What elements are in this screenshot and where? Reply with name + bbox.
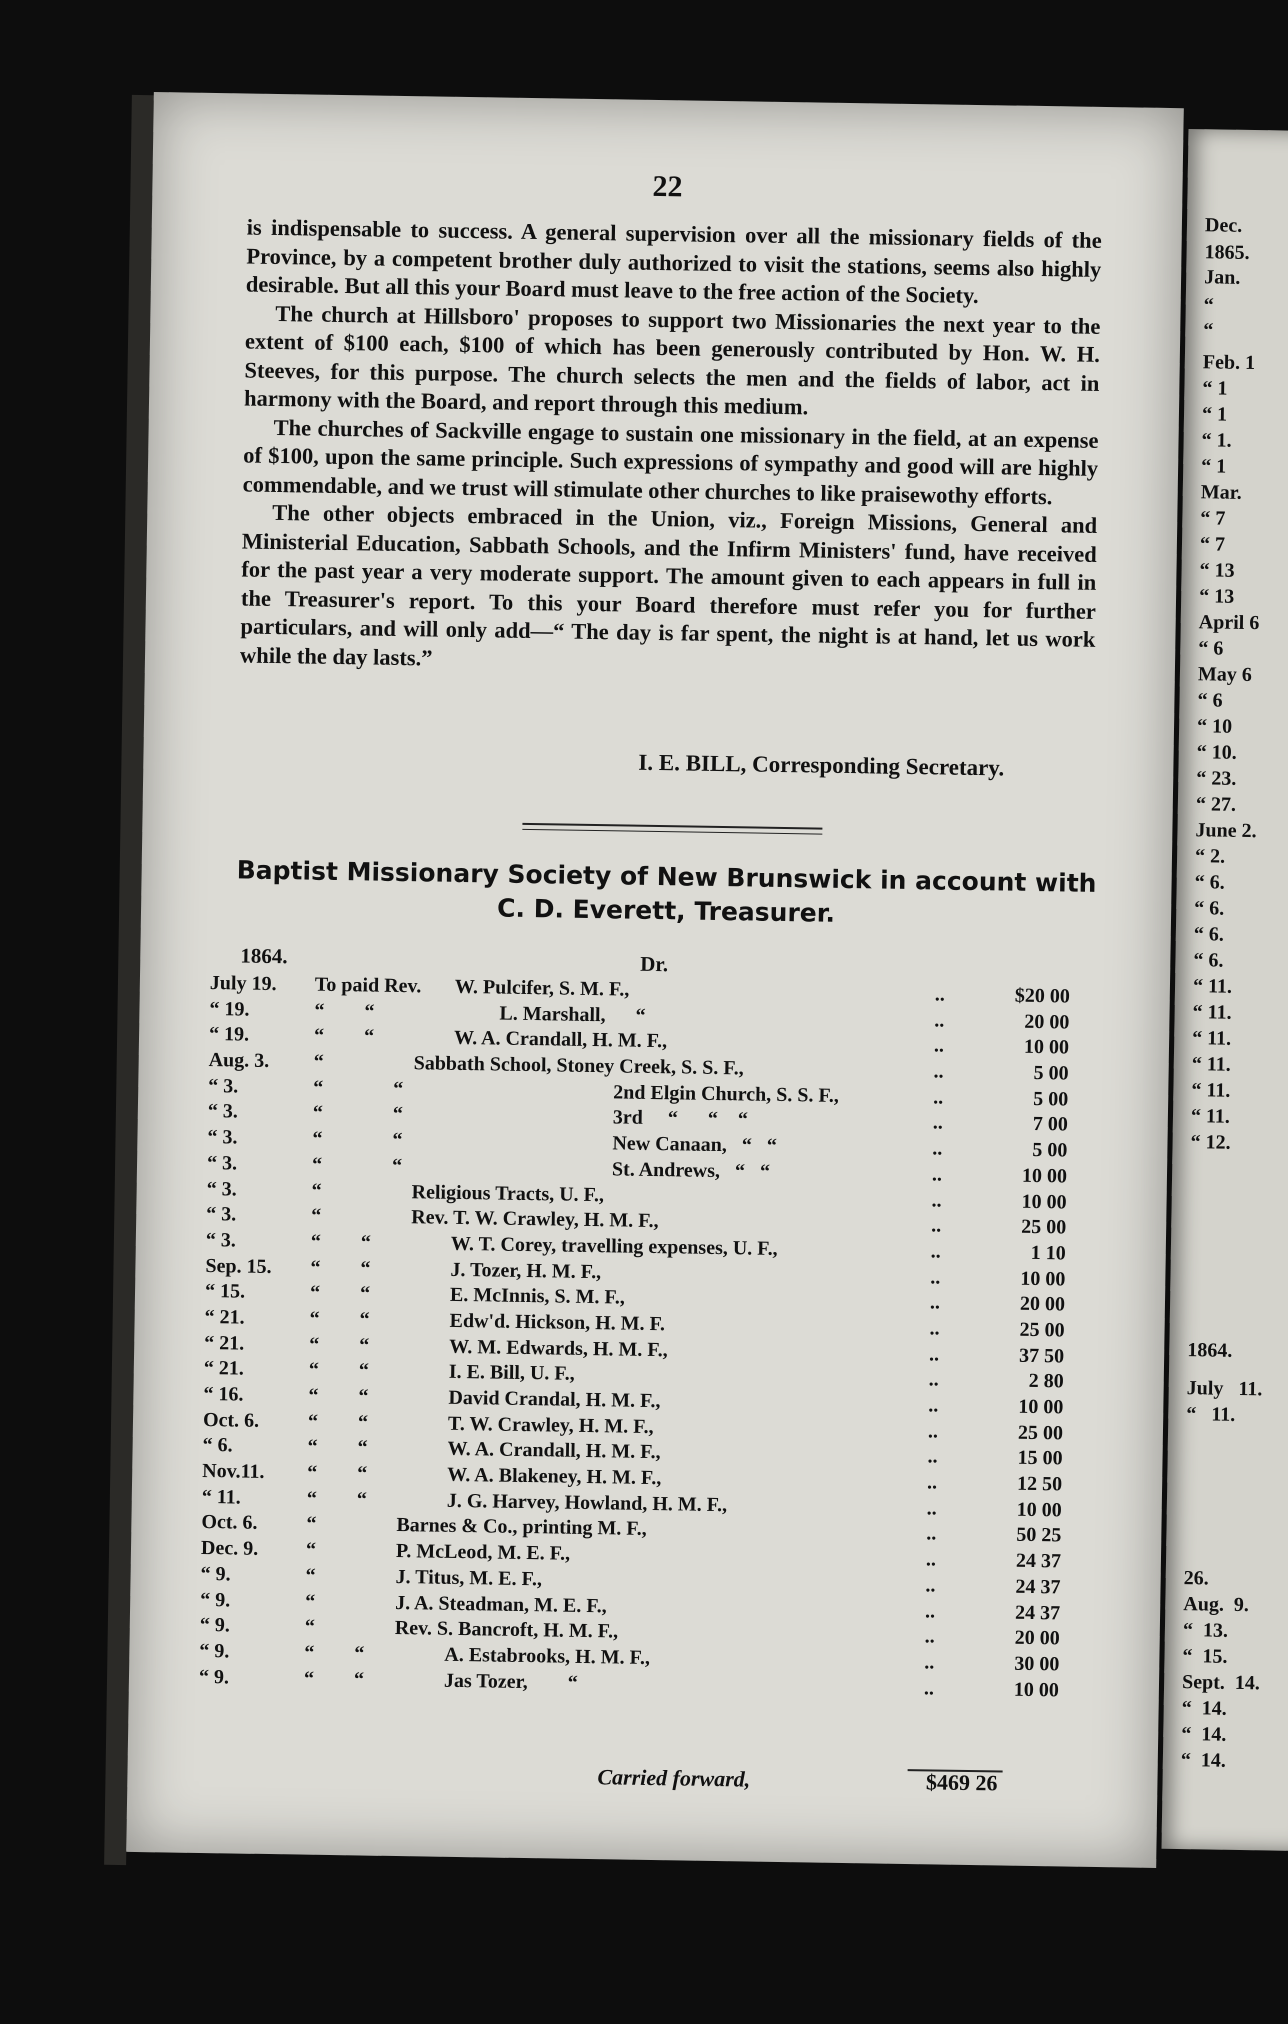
ledger-leader: .. bbox=[933, 1034, 945, 1057]
ledger-description: W. A. Crandall, H. M. F., bbox=[447, 1438, 661, 1464]
ledger-ditto: “ “ bbox=[311, 1153, 403, 1177]
ledger-date: “ 9. bbox=[200, 1562, 231, 1586]
ledger-date: “ 21. bbox=[204, 1331, 245, 1355]
ledger-leader: .. bbox=[933, 1060, 944, 1083]
ledger-ditto: “ bbox=[305, 1590, 316, 1613]
ledger-date: “ 3. bbox=[208, 1074, 239, 1098]
ledger-leader: .. bbox=[934, 983, 945, 1006]
ledger-leader: .. bbox=[930, 1265, 941, 1289]
ledger-date: “ 21. bbox=[204, 1305, 245, 1329]
ledger-leader: .. bbox=[932, 1137, 943, 1160]
ledger-description: New Canaan, “ “ bbox=[612, 1132, 778, 1158]
ledger-amount: 10 00 bbox=[1021, 1190, 1067, 1213]
adjacent-page-text: “ 6. bbox=[1193, 923, 1225, 946]
ledger-ditto: “ “ bbox=[310, 1230, 372, 1254]
ledger-amount: 15 00 bbox=[1017, 1447, 1063, 1470]
ledger-description: W. M. Edwards, H. M. F., bbox=[449, 1335, 668, 1361]
adjacent-page-text: “ 23. bbox=[1196, 767, 1237, 790]
ledger-ditto: “ bbox=[306, 1513, 317, 1536]
paragraph: is indispensable to success. A general supervision over all the missionary fields of the Province, by a competent brother duly authorized to visit the stations, seems also highly desirable. But all this your Board must leave to the free action of the Society. bbox=[245, 214, 1102, 308]
adjacent-page-text: “ 1 bbox=[1201, 455, 1227, 478]
ledger-date: “ 3. bbox=[206, 1177, 237, 1200]
ledger-leader: .. bbox=[931, 1188, 942, 1212]
ledger-date: “ 9. bbox=[200, 1588, 231, 1611]
ledger-date: “ 3. bbox=[206, 1203, 237, 1226]
ledger-date: Oct. 6. bbox=[201, 1511, 258, 1535]
ledger-date: “ 3. bbox=[206, 1151, 238, 1175]
ledger-leader: .. bbox=[929, 1291, 941, 1314]
ledger-description: W. T. Corey, travelling expenses, U. F., bbox=[450, 1232, 778, 1260]
ledger-amount: 10 00 bbox=[1018, 1395, 1064, 1419]
ledger-date: Nov.11. bbox=[202, 1460, 265, 1483]
adjacent-page-text: “ 6. bbox=[1194, 871, 1225, 894]
ledger-description: J. Tozer, H. M. F., bbox=[450, 1258, 602, 1283]
ledger-ditto: To paid Rev. bbox=[314, 973, 422, 998]
ledger-ditto: “ “ bbox=[306, 1487, 367, 1511]
ledger-amount: 25 00 bbox=[1017, 1421, 1064, 1445]
ledger-leader: .. bbox=[928, 1394, 939, 1417]
ledger-leader: .. bbox=[930, 1240, 941, 1263]
account-heading bbox=[201, 853, 1132, 936]
heading-line: C. D. Everett, Treasurer. bbox=[496, 893, 836, 928]
ledger-description: Sabbath School, Stoney Creek, S. S. F., bbox=[413, 1052, 744, 1080]
page-number: 22 bbox=[652, 169, 683, 204]
ledger-ditto: “ “ bbox=[313, 1025, 375, 1048]
adjacent-page-text: Jan. bbox=[1204, 266, 1241, 289]
ledger-leader: .. bbox=[927, 1420, 939, 1443]
ledger-ditto: “ “ bbox=[309, 1307, 370, 1331]
ledger-description: Rev. S. Bancroft, H. M. F., bbox=[394, 1617, 619, 1643]
ledger-amount: 2 80 bbox=[1028, 1370, 1064, 1393]
ledger-amount: 10 00 bbox=[1023, 1036, 1070, 1059]
adjacent-page-text: 1864. bbox=[1187, 1339, 1233, 1362]
ledger-date: “ 3. bbox=[207, 1126, 238, 1149]
adjacent-page-text: “ bbox=[1203, 294, 1214, 317]
signature: I. E. BILL, Corresponding Secretary. bbox=[638, 749, 1005, 781]
adjacent-page-text: “ 10 bbox=[1196, 715, 1233, 738]
adjacent-page-text: June 2. bbox=[1195, 819, 1257, 843]
ledger-leader: .. bbox=[924, 1651, 935, 1674]
ledger-leader: .. bbox=[924, 1599, 936, 1622]
ledger-date: “ 9. bbox=[199, 1639, 230, 1663]
ledger-description: W. A. Blakeney, H. M. F., bbox=[447, 1463, 662, 1490]
ledger-amount: 25 00 bbox=[1020, 1215, 1067, 1239]
carried-forward-total: $469 26 bbox=[925, 1769, 998, 1796]
ledger-description: E. McInnis, S. M. F., bbox=[449, 1284, 626, 1309]
ledger-ditto: “ bbox=[313, 1050, 324, 1073]
ledger-leader: .. bbox=[925, 1548, 937, 1571]
adjacent-page-text: Aug. 9. bbox=[1183, 1593, 1250, 1617]
ledger-date: “ 11. bbox=[201, 1485, 241, 1509]
ledger-amount: 25 00 bbox=[1019, 1318, 1065, 1342]
adjacent-page-text: “ 11. bbox=[1190, 1105, 1231, 1128]
ledger-leader: .. bbox=[931, 1214, 942, 1237]
ledger-amount: 5 00 bbox=[1033, 1062, 1069, 1085]
ledger-ditto: “ “ bbox=[309, 1333, 370, 1357]
ledger-amount: 5 00 bbox=[1033, 1087, 1069, 1111]
ledger-amount: 20 00 bbox=[1014, 1626, 1060, 1650]
heading-line: Baptist Missionary Society of New Brunswick in account with bbox=[236, 855, 1097, 898]
adjacent-page-text: “ 1 bbox=[1201, 403, 1228, 426]
ledger-description: I. E. Bill, U. F., bbox=[448, 1361, 575, 1386]
ledger-ditto: “ bbox=[304, 1615, 315, 1638]
ledger-date: Oct. 6. bbox=[202, 1408, 260, 1432]
paragraph: The other objects embraced in the Union, viz., Foreign Missions, General and Ministerial Education, Sabbath Schools, and the Infirm Ministers' fund, have received for the past year a very moderate support. The amount given to each appears in full in the Treasurer's report. To this your Board therefore must refer you for further particulars, and will only add—“ The day is far spent, the night is at hand, let us work while the day lasts.” bbox=[239, 499, 1098, 670]
ledger-ditto: “ “ bbox=[307, 1410, 369, 1434]
ledger-ditto: “ “ bbox=[314, 999, 375, 1023]
ledger-amount: 24 37 bbox=[1015, 1549, 1062, 1573]
ledger-amount: 10 00 bbox=[1016, 1498, 1062, 1522]
ledger-leader: .. bbox=[928, 1342, 940, 1366]
paragraph: The churches of Sackville engage to sustain one missionary in the field, at an expense of $100, upon the same principle. Such expressions of sympathy and good will are highly commendable, and we trust will stimulate other churches to like praisewothy efforts. bbox=[242, 414, 1099, 509]
ledger-ditto: “ “ bbox=[307, 1461, 368, 1485]
ledger-ditto: “ “ bbox=[307, 1435, 368, 1459]
ledger-date: “ 21. bbox=[203, 1357, 245, 1380]
ledger-amount: 1 10 bbox=[1030, 1241, 1066, 1265]
adjacent-page-text: Dec. bbox=[1204, 214, 1243, 237]
ledger-leader: .. bbox=[931, 1163, 943, 1186]
adjacent-page-text: “ 13. bbox=[1182, 1619, 1229, 1642]
ledger-date: “ 6. bbox=[202, 1434, 233, 1457]
ledger-year: 1864. bbox=[240, 943, 288, 969]
adjacent-page-text: “ 15. bbox=[1182, 1645, 1228, 1668]
ledger-leader: .. bbox=[933, 1086, 944, 1109]
ledger-ditto: “ bbox=[305, 1564, 316, 1587]
adjacent-page-text: “ 11. bbox=[1191, 1079, 1231, 1102]
ledger-description: Edw'd. Hickson, H. M. F. bbox=[449, 1309, 666, 1336]
ledger-leader: .. bbox=[924, 1625, 935, 1648]
adjacent-page-text: “ 11. bbox=[1192, 975, 1233, 998]
ledger-leader: .. bbox=[928, 1368, 939, 1391]
adjacent-page-text: “ 6 bbox=[1197, 689, 1223, 712]
ledger-side-label: Dr. bbox=[640, 951, 669, 977]
adjacent-page-text: “ 7 bbox=[1199, 533, 1226, 556]
adjacent-page-text: “ 11. bbox=[1191, 1053, 1231, 1076]
ledger-ditto: “ “ bbox=[309, 1281, 371, 1305]
ledger-ditto: “ bbox=[305, 1538, 317, 1561]
carried-forward-label: Carried forward, bbox=[597, 1764, 751, 1792]
adjacent-page-text: “ 11. bbox=[1192, 1027, 1232, 1050]
ledger-amount: 10 00 bbox=[1021, 1164, 1068, 1188]
ledger-description: J. A. Steadman, M. E. F., bbox=[395, 1591, 607, 1617]
ledger-leader: .. bbox=[926, 1497, 937, 1520]
adjacent-page-text: 1865. bbox=[1204, 241, 1250, 264]
ledger-date: Aug. 3. bbox=[208, 1049, 270, 1073]
adjacent-page-text: July 11. bbox=[1186, 1377, 1263, 1401]
ledger-amount: $20 00 bbox=[1014, 984, 1070, 1008]
ledger-amount: 20 00 bbox=[1024, 1010, 1070, 1034]
adjacent-page-text: “ 11. bbox=[1192, 1001, 1232, 1024]
ledger-date: Sep. 15. bbox=[205, 1254, 272, 1278]
adjacent-page-text: “ 2. bbox=[1194, 845, 1226, 868]
adjacent-page-text: “ 6 bbox=[1198, 637, 1224, 660]
adjacent-page-text: “ bbox=[1203, 319, 1214, 342]
adjacent-page-text: April 6 bbox=[1198, 611, 1260, 635]
ledger-date: “ 19. bbox=[209, 997, 250, 1021]
paragraph: The church at Hillsboro' proposes to support two Missionaries the next year to the extent of $100 each, $100 of which has been generously contributed by Hon. W. H. Steeves, for this purpose. The church selects the men and the fields of labor, act in harmony with the Board, and report through this medium. bbox=[243, 300, 1101, 420]
ledger-description: W. Pulcifer, S. M. F., bbox=[454, 975, 630, 1001]
ledger-amount: 24 37 bbox=[1014, 1601, 1061, 1624]
adjacent-page-text: “ 1 bbox=[1202, 377, 1228, 400]
ledger-amount: 7 00 bbox=[1032, 1113, 1068, 1136]
ledger-ditto: “ “ bbox=[312, 1127, 403, 1152]
adjacent-page-text: “ 13 bbox=[1199, 559, 1235, 582]
adjacent-page-text: “ 14. bbox=[1180, 1749, 1227, 1772]
ledger-description: W. A. Crandall, H. M. F., bbox=[453, 1027, 668, 1053]
ledger-description: J. Titus, M. E. F., bbox=[395, 1565, 543, 1591]
ledger-ditto: “ “ bbox=[304, 1641, 365, 1665]
ledger-description: St. Andrews, “ “ bbox=[611, 1158, 771, 1183]
ledger-leader: .. bbox=[932, 1111, 943, 1134]
ledger-ditto: “ “ bbox=[308, 1384, 369, 1408]
ledger-description: Religious Tracts, U. F., bbox=[411, 1180, 605, 1206]
ledger-leader: .. bbox=[929, 1317, 940, 1340]
ledger-description: L. Marshall, “ bbox=[499, 1002, 646, 1027]
ledger-description: Barnes & Co., printing M. F., bbox=[396, 1514, 647, 1541]
ledger-page bbox=[126, 92, 1184, 1868]
ledger-description: J. G. Harvey, Howland, H. M. F., bbox=[446, 1489, 728, 1516]
ledger-date: “ 9. bbox=[198, 1665, 230, 1688]
divider-rule bbox=[522, 823, 822, 830]
adjacent-page-text: “ 10. bbox=[1196, 741, 1237, 764]
ledger-leader: .. bbox=[923, 1676, 935, 1700]
ledger-amount: 12 50 bbox=[1016, 1472, 1063, 1496]
ledger-description: A. Estabrooks, H. M. F., bbox=[444, 1643, 651, 1669]
ledger-ditto: “ bbox=[311, 1204, 322, 1227]
adjacent-page-text: “ 11. bbox=[1186, 1403, 1236, 1426]
adjacent-page-text: “ 1. bbox=[1201, 429, 1232, 452]
ledger-date: “ 3. bbox=[205, 1228, 237, 1252]
adjacent-page-text: “ 27. bbox=[1195, 793, 1237, 816]
ledger-description: David Crandal, H. M. F., bbox=[448, 1386, 661, 1413]
ledger-ditto: “ “ bbox=[313, 1076, 404, 1100]
adjacent-page-text: “ 6. bbox=[1193, 949, 1224, 972]
adjacent-page-text: Mar. bbox=[1200, 481, 1242, 504]
ledger-description: Rev. T. W. Crawley, H. M. F., bbox=[411, 1206, 659, 1233]
ledger-ditto: “ “ bbox=[312, 1102, 404, 1126]
ledger-amount: 10 00 bbox=[1013, 1678, 1060, 1701]
adjacent-page-text: “ 14. bbox=[1181, 1697, 1227, 1720]
ledger-leader: .. bbox=[926, 1471, 938, 1494]
adjacent-page-text: “ 14. bbox=[1181, 1723, 1227, 1746]
ledger-leader: .. bbox=[925, 1574, 936, 1597]
ledger-date: “ 15. bbox=[204, 1280, 246, 1303]
ledger-amount: 5 00 bbox=[1032, 1139, 1068, 1162]
ledger-ditto: “ “ bbox=[308, 1358, 369, 1382]
ledger-amount: 30 00 bbox=[1014, 1652, 1060, 1676]
ledger-description: Jas Tozer, “ bbox=[443, 1669, 578, 1694]
adjacent-page-text: “ 7 bbox=[1200, 507, 1226, 530]
ledger-description: 2nd Elgin Church, S. S. F., bbox=[613, 1081, 840, 1107]
ledger-description: T. W. Crawley, H. M. F., bbox=[447, 1412, 654, 1438]
ledger-leader: .. bbox=[927, 1445, 938, 1468]
adjacent-page-text: May 6 bbox=[1197, 663, 1253, 687]
ledger-amount: 20 00 bbox=[1019, 1293, 1066, 1316]
ledger-date: July 19. bbox=[209, 972, 277, 996]
divider-rule bbox=[522, 829, 822, 835]
ledger-amount: 37 50 bbox=[1018, 1344, 1065, 1368]
ledger-amount: 10 00 bbox=[1020, 1267, 1066, 1291]
ledger-table bbox=[198, 943, 1131, 1701]
ledger-date: “ 9. bbox=[199, 1614, 230, 1637]
ledger-date: “ 19. bbox=[208, 1023, 250, 1047]
ledger-leader: .. bbox=[926, 1522, 937, 1545]
ledger-footer bbox=[127, 1757, 1158, 1813]
adjacent-page-text: Feb. 1 bbox=[1202, 351, 1256, 375]
ledger-leader: .. bbox=[934, 1009, 945, 1032]
adjacent-page-text: “ 12. bbox=[1190, 1131, 1231, 1154]
ledger-date: “ 16. bbox=[203, 1382, 244, 1406]
adjacent-page-text: 26. bbox=[1183, 1567, 1209, 1590]
adjacent-page-edge bbox=[1162, 129, 1288, 1851]
ledger-date: Dec. 9. bbox=[200, 1537, 259, 1560]
ledger-ditto: “ “ bbox=[310, 1256, 371, 1280]
ledger-description: P. McLeod, M. E. F., bbox=[395, 1540, 571, 1565]
ledger-ditto: “ “ bbox=[303, 1667, 365, 1691]
report-body bbox=[240, 213, 1102, 682]
adjacent-page-text: “ 6. bbox=[1194, 897, 1225, 920]
ledger-date: “ 3. bbox=[207, 1100, 239, 1123]
adjacent-page-text: “ 13 bbox=[1199, 585, 1235, 608]
ledger-rows bbox=[189, 971, 1130, 1705]
ledger-amount: 24 37 bbox=[1015, 1575, 1061, 1599]
adjacent-page-text: Sept. 14. bbox=[1181, 1671, 1261, 1695]
ledger-amount: 50 25 bbox=[1016, 1524, 1062, 1547]
ledger-description: 3rd “ “ “ bbox=[612, 1106, 748, 1131]
ledger-ditto: “ bbox=[311, 1179, 322, 1202]
